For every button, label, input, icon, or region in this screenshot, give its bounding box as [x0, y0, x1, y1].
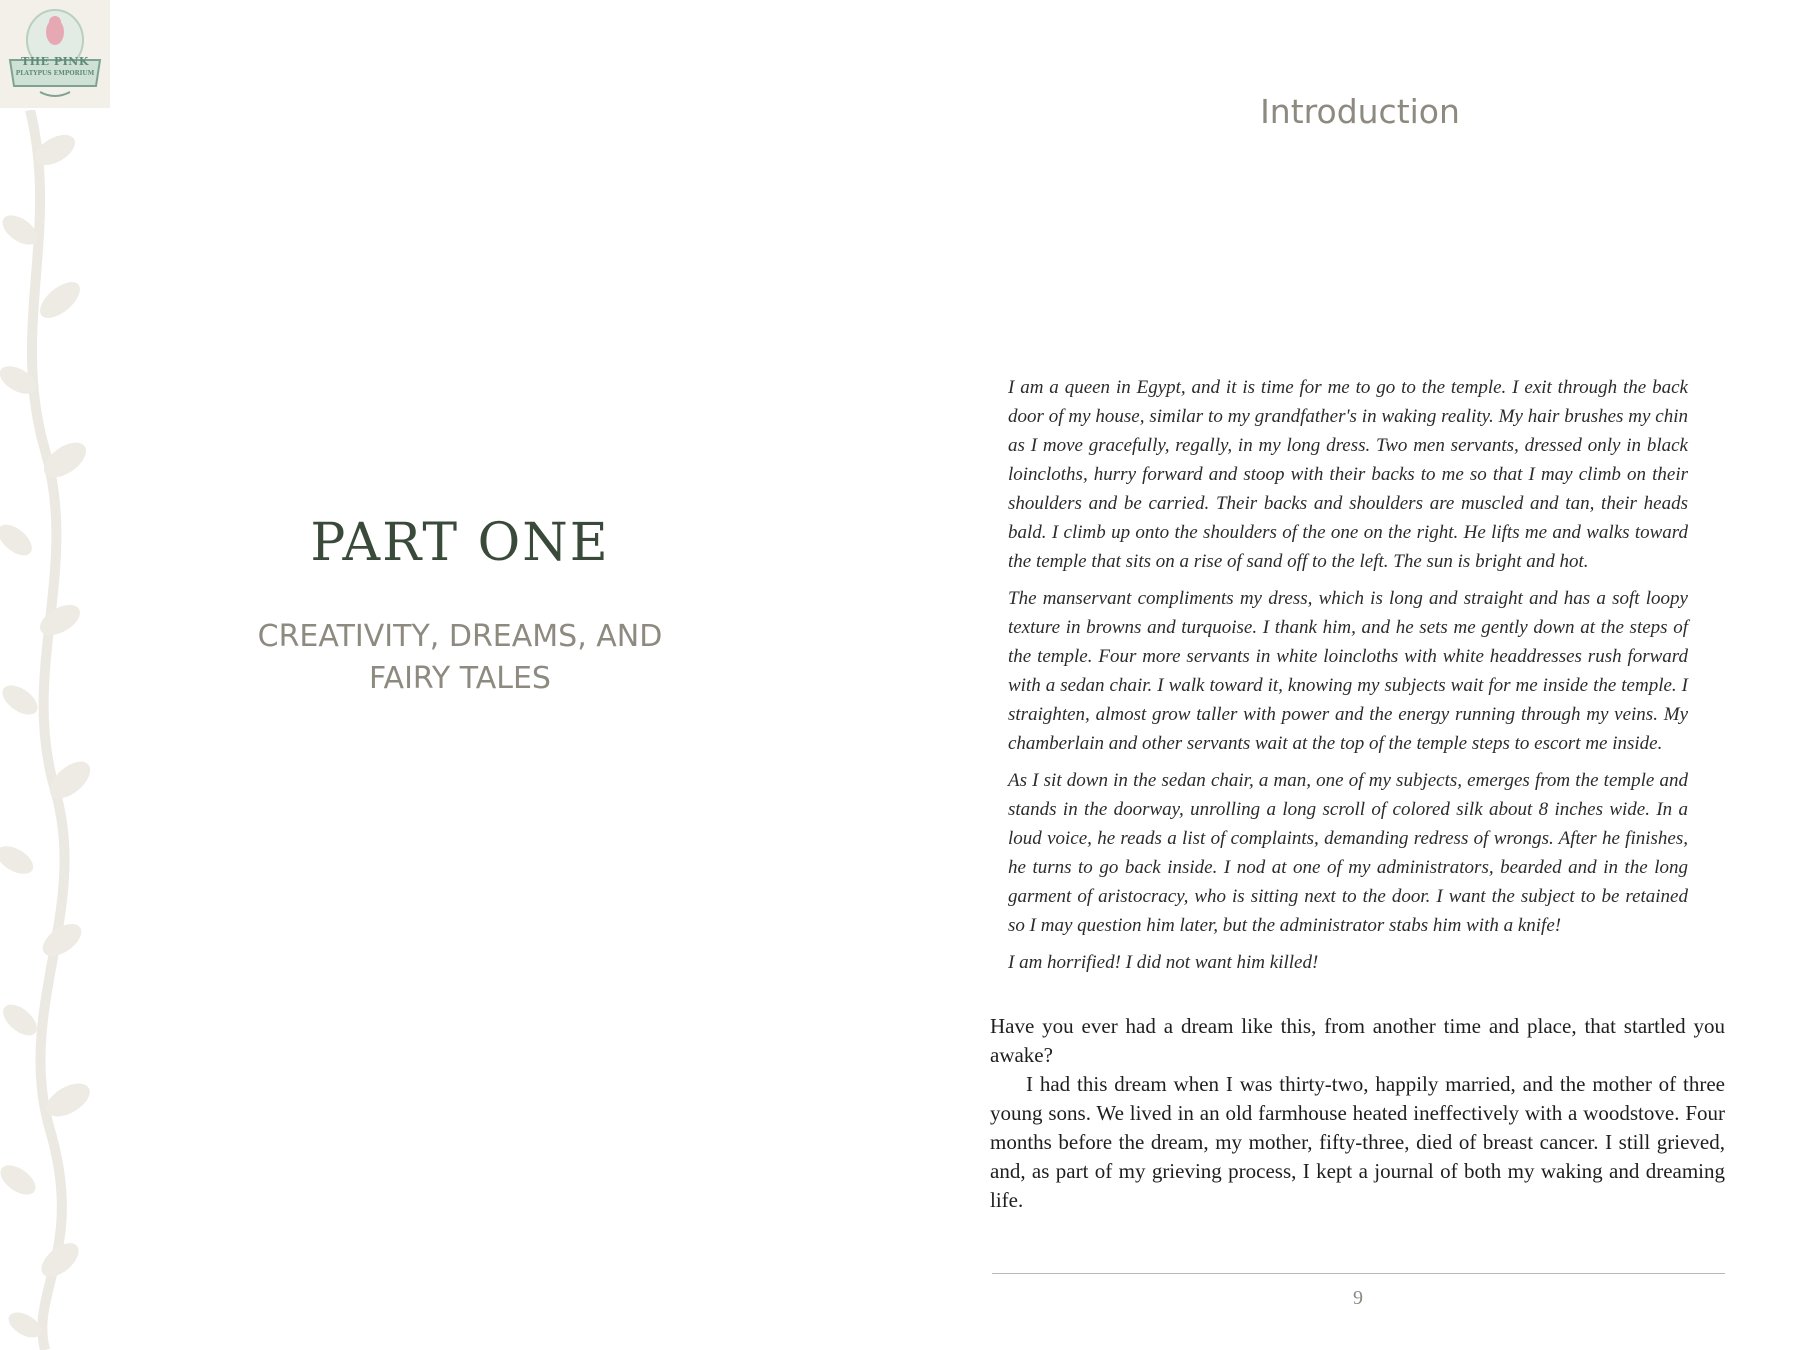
decorative-vine	[0, 110, 120, 1350]
platypus-emblem-icon	[0, 0, 110, 108]
leaf-vine-icon	[0, 110, 120, 1350]
body-text	[990, 1012, 1725, 1215]
publisher-logo	[0, 0, 110, 108]
dream-paragraph: I am a queen in Egypt, and it is time for me to go to the temple. I exit through the back door of my house, similar to my grandfather's in waking reality. My hair brushes my chin as I move gracefully, regally, in my long dress. Two men servants, dressed only in black loincloths, hurry forward and stoop with their backs to me so that I may climb on their shoulders and be carried. Their backs and shoulders are muscled and tan, their heads bald. I climb up onto the shoulders of the one on the right. He lifts me and walks toward the temple that sits on a rise of sand off to the left. The sun is bright and hot.	[1008, 377, 1688, 572]
body-paragraph: Have you ever had a dream like this, from another time and place, that startled you awake?	[990, 1014, 1725, 1067]
dream-excerpt	[1008, 373, 1688, 985]
logo-text-line2: PLATYPUS EMPORIUM	[15, 70, 95, 77]
chapter-title: Introduction	[1260, 92, 1460, 131]
logo-text-line1: THE PINK	[21, 55, 89, 68]
page-number: 9	[1353, 1287, 1363, 1309]
part-title: PART ONE	[310, 513, 610, 573]
footer-divider	[992, 1273, 1725, 1274]
part-subtitle	[210, 616, 710, 700]
body-paragraph: I had this dream when I was thirty-two, happily married, and the mother of three young sons. We lived in an old farmhouse heated ineffectively with a woodstove. Four months before the dream, my mother, fifty-three, died of breast cancer. I still grieved, and, as part of my grieving process, I kept a journal of both my waking and dreaming life.	[990, 1072, 1725, 1212]
dream-paragraph: I am horrified! I did not want him killed!	[1008, 952, 1319, 973]
dream-paragraph: The manservant compliments my dress, which is long and straight and has a soft loopy texture in browns and turquoise. I thank him, and he sets me gently down at the steps of the temple. Four more servants in white loincloths with white headdresses rush forward with a sedan chair. I walk toward it, knowing my subjects wait for me inside the temple. I straighten, almost grow taller with power and the energy running through my veins. My chamberlain and other servants wait at the top of the temple steps to escort me inside.	[1008, 588, 1688, 754]
part-subtitle-line1: CREATIVITY, DREAMS, AND	[257, 619, 663, 654]
dream-paragraph: As I sit down in the sedan chair, a man, one of my subjects, emerges from the temple and stands in the doorway, unrolling a long scroll of colored silk about 8 inches wide. In a loud voice, he reads a list of complaints, demanding redress of wrongs. After he finishes, he turns to go back inside. I nod at one of my administrators, bearded and in the long garment of aristocracy, who is sitting next to the door. I want the subject to be retained so I may question him later, but the administrator stabs him with a knife!	[1008, 770, 1688, 936]
part-subtitle-line2: FAIRY TALES	[369, 661, 551, 696]
